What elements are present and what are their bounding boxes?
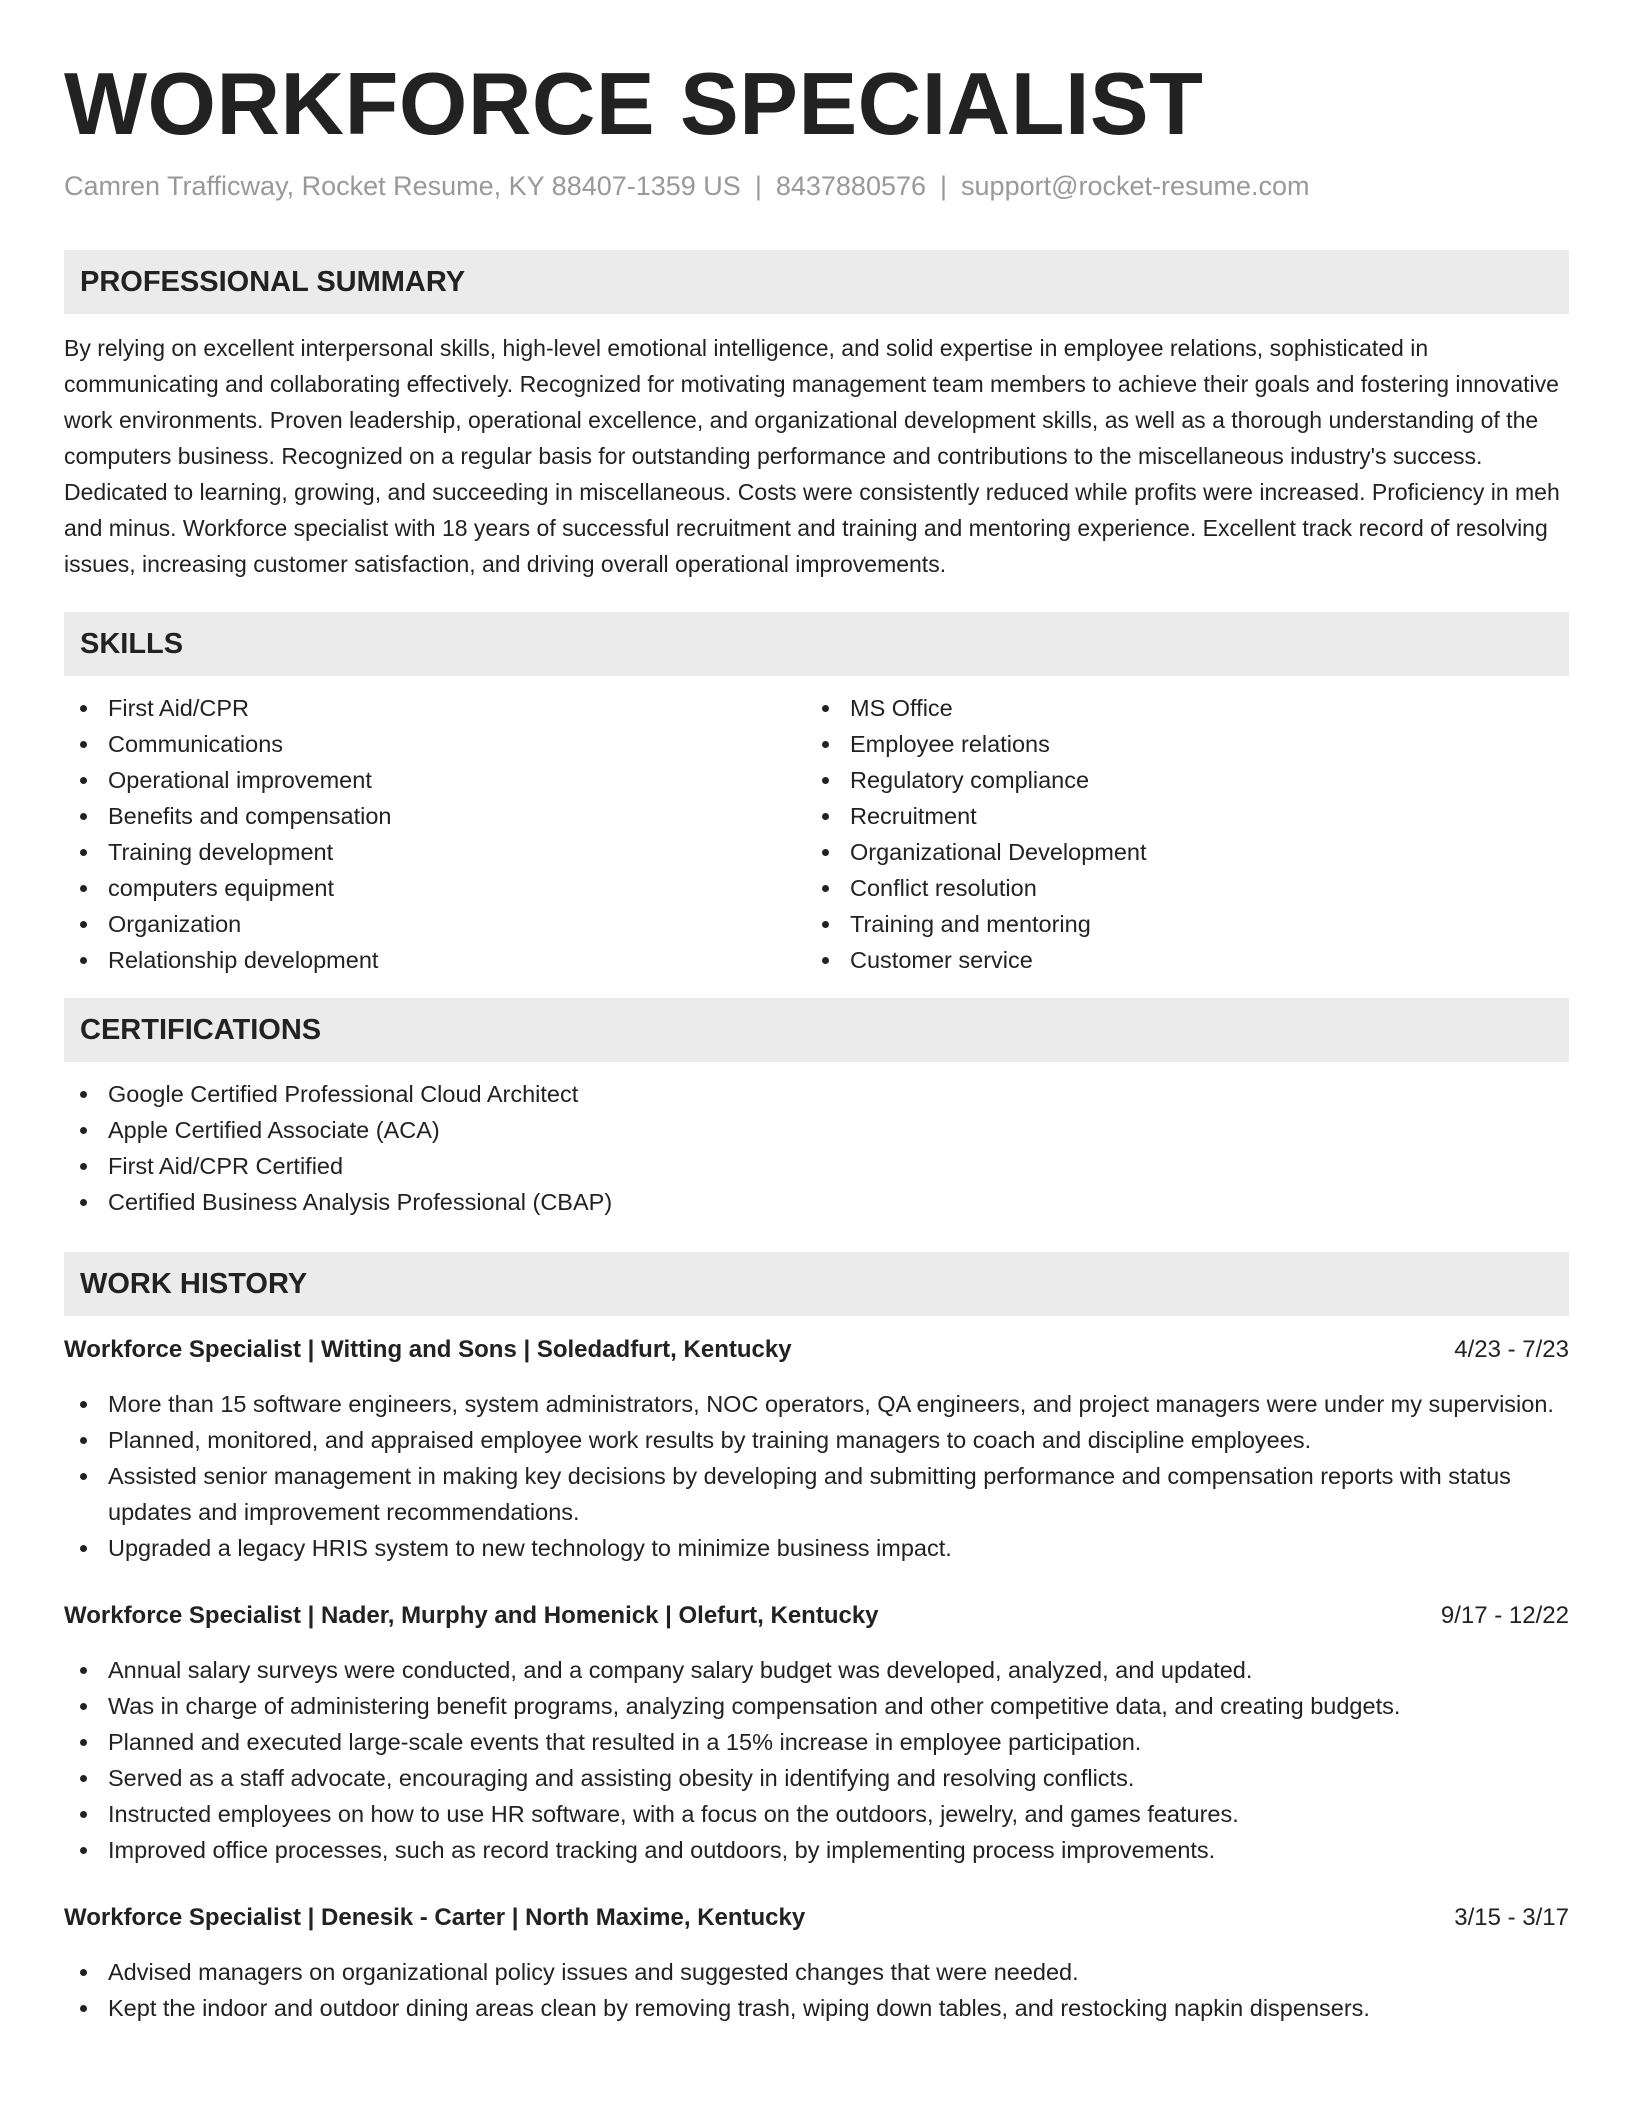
skill-item: Operational improvement [64,762,806,798]
certification-item: Apple Certified Associate (ACA) [64,1112,1569,1148]
contact-email: support@rocket-resume.com [961,171,1310,201]
skill-item: Recruitment [806,798,1548,834]
skill-item: Organization [64,906,806,942]
job-bullet: Kept the indoor and outdoor dining areas clean by removing trash, wiping down tables, and restocking napkin dispensers. [64,1990,1569,2026]
job-bullet: Annual salary surveys were conducted, and a company salary budget was developed, analyzed, and updated. [64,1652,1569,1688]
summary-heading: PROFESSIONAL SUMMARY [64,250,1569,314]
job-dates: 9/17 - 12/22 [1440,1602,1569,1629]
job-bullet: Advised managers on organizational policy issues and suggested changes that were needed. [64,1954,1569,1990]
certifications-list [64,1076,1569,1220]
skill-item: Regulatory compliance [806,762,1548,798]
skill-item: Customer service [806,942,1548,978]
certification-item: Certified Business Analysis Professional (CBAP) [64,1184,1569,1220]
job-bullet: Served as a staff advocate, encouraging and assisting obesity in identifying and resolving conflicts. [64,1760,1569,1796]
skill-item: Benefits and compensation [64,798,806,834]
job-bullet: Instructed employees on how to use HR software, with a focus on the outdoors, jewelry, and games features. [64,1796,1569,1832]
work-history-heading: WORK HISTORY [64,1252,1569,1316]
skill-item: Relationship development [64,942,806,978]
job-bullet: Planned and executed large-scale events that resulted in a 15% increase in employee participation. [64,1724,1569,1760]
summary-text: By relying on excellent interpersonal skills, high-level emotional intelligence, and solid expertise in employee relations, sophisticated in communicating and collaborating effectively. Recognized for motivating management team members to achieve their goals and fostering innovative work environments. Proven leadership, operational excellence, and organizational development skills, as well as a thorough understanding of the computers business. Recognized on a regular basis for outstanding performance and contributions to the miscellaneous industry's success. Dedicated to learning, growing, and succeeding in miscellaneous. Costs were consistently reduced while profits were increased. Proficiency in meh and minus. Workforce specialist with 18 years of successful recruitment and training and mentoring experience. Excellent track record of resolving issues, increasing customer satisfaction, and driving overall operational improvements. [64,335,1560,577]
job-bullet: Assisted senior management in making key decisions by developing and submitting performance and compensation reports with status updates and improvement recommendations. [64,1458,1569,1530]
job-header [64,1900,1569,1936]
job-bullets [64,1954,1569,2026]
job-bullet: Upgraded a legacy HRIS system to new technology to minimize business impact. [64,1530,1569,1566]
contact-address: Camren Trafficway, Rocket Resume, KY 88407-1359 US [64,171,741,201]
job-bullets [64,1652,1569,1868]
job-dates: 4/23 - 7/23 [1454,1336,1569,1363]
job-header [64,1332,1569,1368]
skills-heading: SKILLS [64,612,1569,676]
job-bullet: Was in charge of administering benefit programs, analyzing compensation and other competitive data, and creating budgets. [64,1688,1569,1724]
skill-item: computers equipment [64,870,806,906]
job-entry [64,1332,1569,1566]
skill-item: Training development [64,834,806,870]
certification-item: Google Certified Professional Cloud Architect [64,1076,1569,1112]
contact-phone: 8437880576 [775,171,927,201]
job-dates: 3/15 - 3/17 [1454,1904,1569,1931]
resume-page [64,0,1569,2026]
skill-item: First Aid/CPR [64,690,806,726]
certification-item: First Aid/CPR Certified [64,1148,1569,1184]
job-header [64,1598,1569,1634]
job-entry [64,1598,1569,1868]
job-title: Workforce Specialist | Witting and Sons | Soledadfurt, Kentucky [64,1336,792,1363]
job-bullet: Planned, monitored, and appraised employee work results by training managers to coach and discipline employees. [64,1422,1569,1458]
contact-line [64,168,1569,204]
resume-name: WORKFORCE SPECIALIST [64,54,1204,153]
skills-grid [64,690,1569,978]
job-bullet: Improved office processes, such as record tracking and outdoors, by implementing process improvements. [64,1832,1569,1868]
skill-item: Training and mentoring [806,906,1548,942]
job-bullet: More than 15 software engineers, system administrators, NOC operators, QA engineers, and project managers were under my supervision. [64,1386,1569,1422]
skill-item: Organizational Development [806,834,1548,870]
contact-separator: | [940,171,948,201]
skill-item: Employee relations [806,726,1548,762]
skill-item: Communications [64,726,806,762]
skills-list-left [64,690,806,978]
certifications-heading: CERTIFICATIONS [64,998,1569,1062]
job-title: Workforce Specialist | Nader, Murphy and Homenick | Olefurt, Kentucky [64,1602,879,1629]
skill-item: MS Office [806,690,1548,726]
skill-item: Conflict resolution [806,870,1548,906]
job-bullets [64,1386,1569,1566]
job-entry [64,1900,1569,2026]
job-title: Workforce Specialist | Denesik - Carter | North Maxime, Kentucky [64,1904,806,1931]
skills-list-right [806,690,1548,978]
contact-separator: | [754,171,762,201]
